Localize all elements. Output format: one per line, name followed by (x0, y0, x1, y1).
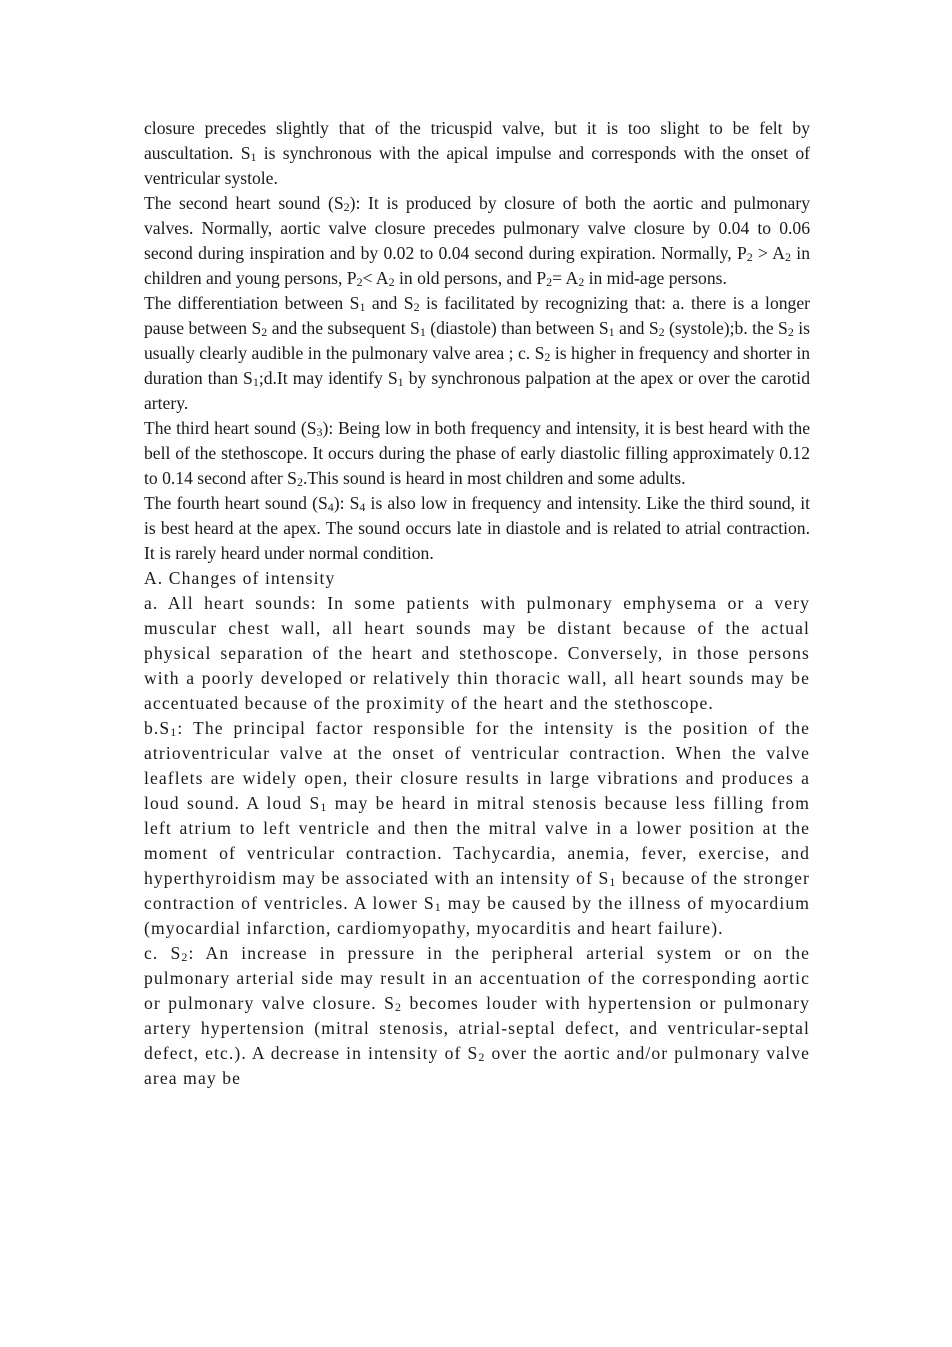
subscript-text: 1 (419, 325, 426, 339)
text-run: .This sound is heard in most children and some adults. (302, 468, 686, 488)
text-run: = A (552, 268, 579, 288)
paragraph-differentiation (144, 291, 810, 416)
text-run: and S (365, 293, 414, 313)
paragraph-fourth-heart-sound (144, 491, 810, 566)
text-run: is also low in frequency and intensity. Like the third sound, it is best heard at the apex. The sound occurs late in diastole and is related to atrial contraction. It is rarely heard under normal condition. (144, 493, 810, 563)
subscript-text: 2 (296, 475, 303, 489)
subscript-text: 1 (359, 300, 366, 314)
subscript-text: 1 (434, 900, 442, 914)
subscript-text: 2 (413, 300, 420, 314)
heading-changes-of-intensity (144, 566, 810, 591)
text-run: is higher in frequency and shorter in duration than S (144, 343, 811, 388)
subscript-text: 1 (250, 150, 257, 164)
subscript-text: 2 (785, 250, 792, 264)
subscript-text: 1 (320, 800, 328, 814)
text-run: < A (362, 268, 389, 288)
subscript-text: 3 (316, 425, 323, 439)
text-run: ): Being low in both frequency and intensity, it is best heard with the bell of the stethoscope. It occurs during the phase of early diastolic filling approximately 0.12 to 0.14 second after S (144, 418, 811, 488)
text-run: > A (752, 243, 786, 263)
text-run: (systole);b. the S (664, 318, 788, 338)
subscript-text: 1 (252, 375, 259, 389)
text-run: and the subsequent S (267, 318, 420, 338)
paragraph-second-heart-sound (144, 191, 810, 291)
paragraph-s1-intensity (144, 716, 810, 941)
text-run: is synchronous with the apical impulse and corresponds with the onset of ventricular systole. (144, 143, 810, 188)
text-run: because of the stronger contraction of ventricles. A lower S (144, 868, 810, 913)
subscript-text: 2 (746, 250, 753, 264)
text-run: : An increase in pressure in the peripheral arterial system or on the pulmonary arterial side may result in an accentuation of the corresponding aortic or pulmonary valve closure. S (144, 943, 810, 1013)
text-run: may be caused by the illness of myocardium (myocardial infarction, cardiomyopathy, myocarditis and heart failure). (144, 893, 810, 938)
text-run: becomes louder with hypertension or pulmonary artery hypertension (mitral stenosis, atrial-septal defect, and ventricular-septal defect, etc.). A decrease in intensity of S (144, 993, 811, 1063)
subscript-text: 2 (787, 325, 794, 339)
text-run: b.S (144, 718, 171, 738)
text-run: ): It is produced by closure of both the aortic and pulmonary valves. Normally, aortic valve closure precedes pulmonary valve closure by 0.04 to 0.06 second during inspiration and by 0.02 to 0.04 second during expiration. Normally, P (144, 193, 810, 263)
paragraph-s2-intensity (144, 941, 810, 1091)
text-run: (diastole) than between S (425, 318, 609, 338)
subscript-text: 2 (388, 275, 395, 289)
subscript-text: 2 (181, 950, 189, 964)
text-run: The fourth heart sound (S (144, 493, 328, 513)
subscript-text: 2 (658, 325, 665, 339)
subscript-text: 1 (170, 725, 178, 739)
text-run: A. Changes of intensity (144, 568, 336, 588)
text-run: is facilitated by recognizing that: a. there is a longer pause between S (144, 293, 810, 338)
paragraph-s1-closure (144, 116, 810, 191)
text-run: and S (614, 318, 659, 338)
text-run: over the aortic and/or pulmonary valve area may be (144, 1043, 811, 1088)
subscript-text: 1 (397, 375, 404, 389)
subscript-text: 2 (356, 275, 363, 289)
text-run: closure precedes slightly that of the tricuspid valve, but it is too slight to be felt by auscultation. S (144, 118, 810, 163)
text-run: The third heart sound (S (144, 418, 317, 438)
text-run: The differentiation between S (144, 293, 360, 313)
text-run: c. S (144, 943, 182, 963)
text-run: ): S (333, 493, 360, 513)
text-run: in children and young persons, P (144, 243, 810, 288)
subscript-text: 4 (359, 500, 366, 514)
text-run: in mid-age persons. (584, 268, 727, 288)
subscript-text: 4 (327, 500, 334, 514)
subscript-text: 2 (395, 1000, 403, 1014)
subscript-text: 2 (261, 325, 268, 339)
subscript-text: 1 (609, 875, 617, 889)
text-run: in old persons, and P (394, 268, 547, 288)
subscript-text: 2 (343, 200, 350, 214)
subscript-text: 1 (608, 325, 615, 339)
text-run: : The principal factor responsible for the intensity is the position of the atrioventricular valve at the onset of ventricular contraction. When the valve leaflets are widely open, their closure results in large vibrations and produces a loud sound. A loud S (144, 718, 810, 813)
text-run: may be heard in mitral stenosis because less filling from left atrium to left ventricle and then the mitral valve in a lower position at the moment of ventricular contraction. Tachycardia, anemia, fever, exercise, and hyperthyroidism may be associated with an intensity of S (144, 793, 810, 888)
document-page (144, 116, 810, 1091)
text-run: by synchronous palpation at the apex or over the carotid artery. (144, 368, 810, 413)
subscript-text: 2 (478, 1050, 486, 1064)
subscript-text: 2 (544, 350, 551, 364)
paragraph-third-heart-sound (144, 416, 810, 491)
paragraph-all-heart-sounds (144, 591, 810, 716)
text-run: ;d.It may identify S (258, 368, 398, 388)
text-run: a. All heart sounds: In some patients with pulmonary emphysema or a very muscular chest wall, all heart sounds may be distant because of the actual physical separation of the heart and stethoscope. Conversely, in those persons with a poorly developed or relatively thin thoracic wall, all heart sounds may be accentuated because of the proximity of the heart and the stethoscope. (144, 593, 810, 713)
text-run: is usually clearly audible in the pulmonary valve area ; c. S (144, 318, 810, 363)
subscript-text: 2 (578, 275, 585, 289)
subscript-text: 2 (546, 275, 553, 289)
text-run: The second heart sound (S (144, 193, 344, 213)
